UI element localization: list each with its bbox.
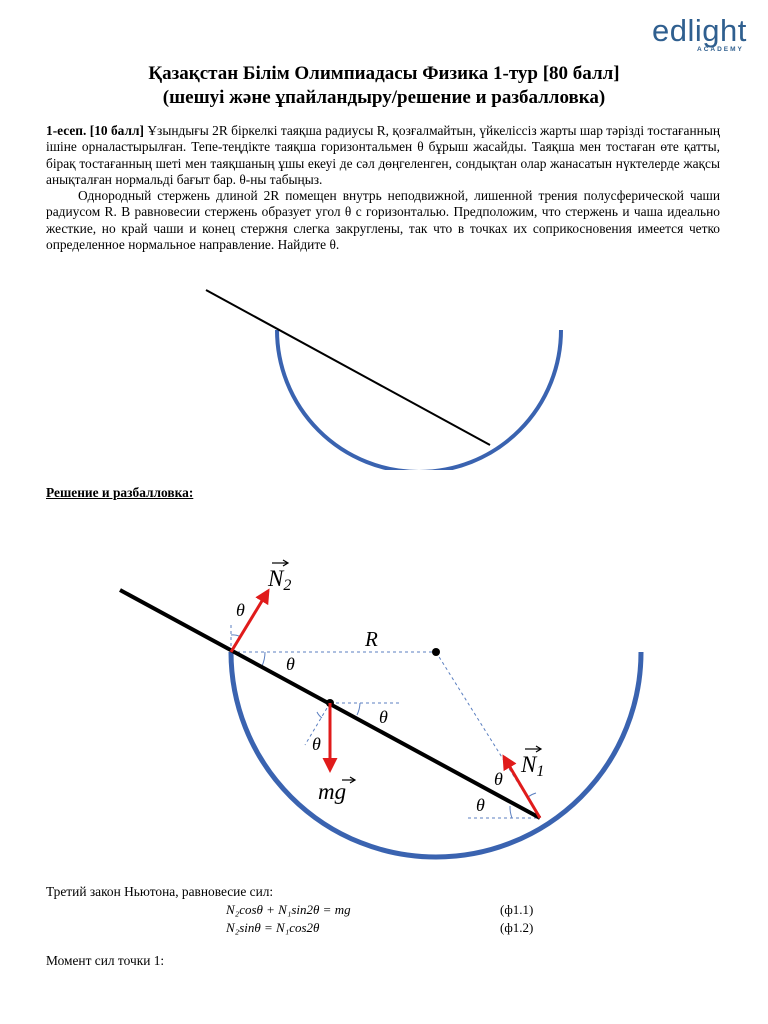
rod-line [206,290,490,445]
label-theta-end: θ [476,795,485,815]
problem-diagram [0,280,768,470]
equation-2: N₂sinθ = N₁cos2θ [226,920,320,935]
label-theta-center: θ [379,707,388,727]
edlight-logo [652,14,752,60]
angle-arc-mg [317,712,322,718]
moment-intro: Момент сил точки 1: [46,953,165,968]
angle-arc-end [510,806,512,818]
label-theta-rim: θ [286,654,295,674]
label-theta-n1: θ [494,769,503,789]
logo-wordmark: edlight [652,13,747,48]
label-r: R [365,627,378,651]
problem-text-ru: Однородный стержень длиной 2R помещен внутрь неподвижной, лишенной трения полусферической чаши радиусом R. В равновесии стержень образует угол θ с горизонталью. Предположим, что стержень и чаша идеально жесткие, но край чаши и конец стержня слегка закруглены, так что в точках их соприкосновения имеется четко определенное нормальное направление. Найдите θ. [46,188,720,253]
angle-arc-rim [262,652,265,666]
label-theta-mg: θ [312,734,321,754]
label-theta-n2: θ [236,600,245,620]
equation-1-number: (ф1.1) [500,902,534,917]
bowl-center-point [432,648,440,656]
problem-text-kz: 1-есеп. [10 балл] Ұзындығы 2R біркелкі таяқша радиусы R, қозғалмайтын, үйкеліссіз жарты шар тәрізді тостағанның ішіне орналастырылған. Тепе-теңдікте таяқша горизонтальмен θ бұрыш жасайды. Таяқша мен тостаған өте қатты, бірақ тостағанның шеті мен таяқшаның ұшы екеуі де сәл дөңгеленген, сондықтан олар жанасатын нүктелерде жақсы анықталған нормальді бағыт бар. θ-ны табыңыз. [46,123,720,187]
label-n1: N1 [521,752,545,780]
solution-diagram [0,540,768,860]
solution-heading: Решение и разбалловка: [46,485,194,500]
equation-2-number: (ф1.2) [500,920,534,935]
logo-subtitle: ACADEMY [697,46,744,53]
label-mg: mg [318,779,347,804]
problem-label: 1-есеп. [10 балл] [46,123,144,138]
newton-law-intro: Третий закон Ньютона, равновесие сил: [46,884,274,899]
angle-arc-n1 [528,793,536,797]
page-title-line2: (шешуі және ұпайландыру/решение и разбалловка) [162,87,606,108]
page-title-line1: Қазақстан Білім Олимпиадасы Физика 1-тур [80 балл] [148,63,620,84]
angle-arc-center [357,703,360,715]
equation-1: N₂cosθ + N₁sin2θ = mg [226,902,351,917]
problem-statement [46,123,720,253]
label-n2: N2 [268,566,292,594]
